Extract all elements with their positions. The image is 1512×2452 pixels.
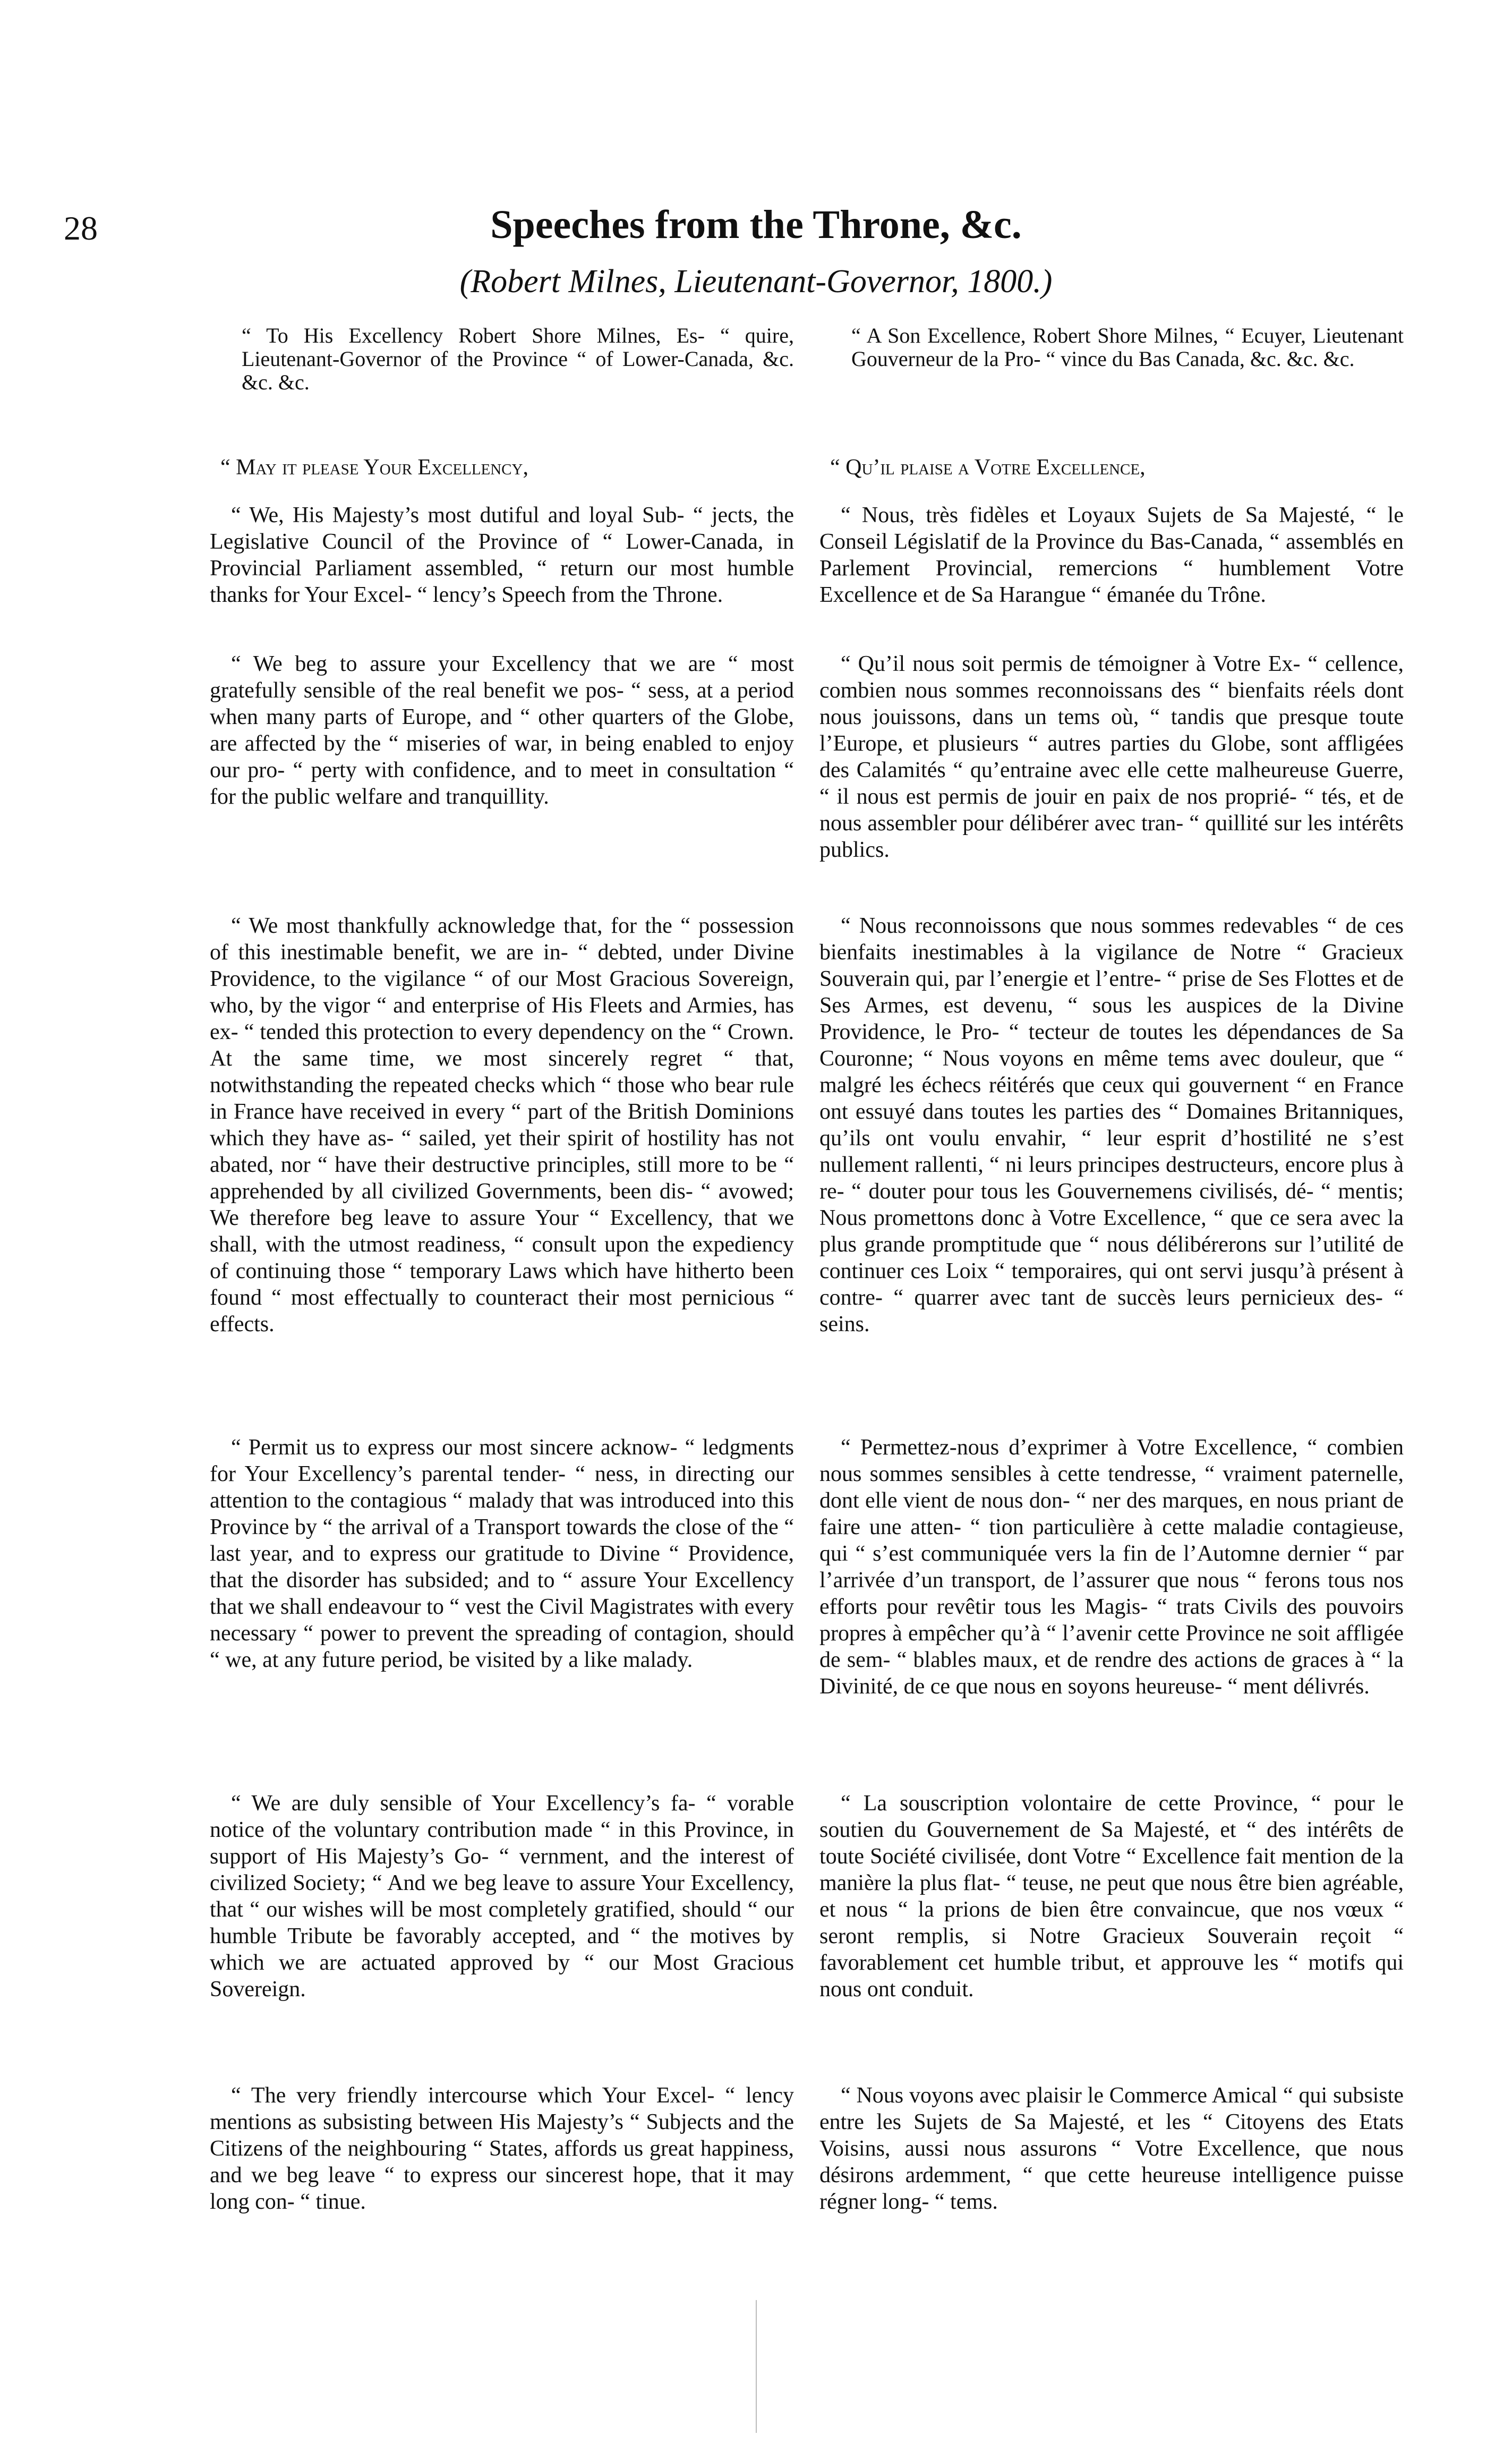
bottom-rule	[756, 2300, 757, 2433]
english-paragraph-2	[210, 651, 794, 810]
french-paragraph-text: “ Nous, très fidèles et Loyaux Sujets de Sa Majesté, “ le Conseil Législatif de la Province du Bas-Canada, “ assemblés en Parlement Provincial, remercions “ humblement Votre Excellence et de Sa Harangue “ émanée du Trône.	[819, 503, 1404, 607]
english-paragraph-text: “ Permit us to express our most sincere acknow- “ ledgments for Your Excellency’s parental tender- “ ness, in directing our attention to the contagious “ malady that was introduced into this Province by “ the arrival of a Transport towards the close of the “ last year, and to express our gratitude to Divine “ Providence, that the disorder has subsided; and to “ assure Your Excellency that we shall endeavour to “ vest the Civil Magistrates with every necessary “ power to prevent the spreading of contagion, should “ we, at any future period, be visited by a like malady.	[210, 1435, 794, 1672]
english-address-text: “ To His Excellency Robert Shore Milnes, Es- “ quire, Lieutenant-Governor of the Province “ of Lower-Canada, &c. &c. &c.	[242, 323, 794, 394]
french-paragraph-1	[819, 502, 1404, 608]
english-paragraph-4	[210, 1434, 794, 1673]
english-paragraph-text: “ We are duly sensible of Your Excellency’s fa- “ vorable notice of the voluntary contribution made “ in this Province, in support of His Majesty’s Go- “ vernment, and the interest of civilized Society; “ And we beg leave to assure Your Excellency, that “ our wishes will be most completely gratified, should “ our humble Tribute be favorably accepted, and “ the motives by which we are actuated approved by “ our Most Gracious Sovereign.	[210, 1791, 794, 2002]
page-title: Speeches from the Throne, &c.	[490, 202, 1022, 247]
french-paragraph-2	[819, 651, 1404, 863]
french-paragraph-5	[819, 1790, 1404, 2003]
french-paragraph-text: “ Permettez-nous d’exprimer à Votre Excellence, “ combien nous sommes sensibles à cette tendresse, “ vraiment paternelle, dont elle vient de nous don- “ ner des marques, en nous priant de faire une atten- “ tion particulière à cette maladie contagieuse, qui “ s’est communiquée vers la fin de l’Automne dernier “ par l’arrivée d’un transport, de l’assurer que nous “ ferons tous nos efforts pour revêtir tous les Magis- “ trats Civils des pouvoirs propres à empêcher qu’à “ l’avenir cette Province ne soit affligée de sem- “ blables maux, et de rendre des actions de graces à “ la Divinité, de ce que nous en soyons heureuse- “ ment délivrés.	[819, 1435, 1404, 1699]
page-subtitle: (Robert Milnes, Lieutenant-Governor, 1800.)	[459, 263, 1053, 300]
english-paragraph-6	[210, 2082, 794, 2215]
french-paragraph-text: “ Qu’il nous soit permis de témoigner à Votre Ex- “ cellence, combien nous sommes reconnoissans des “ bienfaits réels dont nous jouissons, dans un tems où, “ tandis que presque toute l’Europe, et plusieurs “ autres parties du Globe, sont affligées des Calamités “ qu’entraine avec elle cette malheureuse Guerre, “ il nous est permis de jouir en paix de nos proprié- “ tés, et de nous assembler pour délibérer avec tran- “ quillité sur les intérêts publics.	[819, 652, 1404, 862]
english-paragraph-text: “ We most thankfully acknowledge that, for the “ possession of this inestimable benefit, we are in- “ debted, under Divine Providence, to the vigilance “ of our Most Gracious Sovereign, who, by the vigor “ and enterprise of His Fleets and Armies, has ex- “ tended this protection to every dependency on the “ Crown. At the same time, we most sincerely regret “ that, notwithstanding the repeated checks which “ those who bear rule in France have received in every “ part of the British Dominions which they have as- “ sailed, yet their spirit of hostility has not abated, nor “ have their destructive principles, still more to be “ apprehended by all civilized Governments, been dis- “ avowed; We therefore beg leave to assure Your “ Excellency, that we shall, with the utmost readiness, “ consult upon the expediency of continuing those “ temporary Laws which have hitherto been found “ most effectually to counteract their most pernicious “ effects.	[210, 914, 794, 1336]
english-paragraph-text: “ We beg to assure your Excellency that we are “ most gratefully sensible of the real benefit we pos- “ sess, at a period when many parts of Europe, and “ other quarters of the Globe, are affected by the “ miseries of war, in being enabled to enjoy our pro- “ perty with confidence, and to meet in consultation “ for the public welfare and tranquillity.	[210, 652, 794, 809]
english-salutation	[210, 454, 794, 481]
english-paragraph-5	[210, 1790, 794, 2003]
french-paragraph-6	[819, 2082, 1404, 2215]
french-paragraph-text: “ La souscription volontaire de cette Province, “ pour le soutien du Gouvernement de Sa Majesté, et “ des intérêts de toute Société civilisée, dont Votre “ Excellence fait mention de la manière la plus flat- “ teuse, ne peut que nous être bien agréable, et nous “ la prions de bien être convaincue, que nos vœux “ seront remplis, si Notre Gracieux Souverain reçoit “ favorablement cet humble tribut, et approuve les “ motifs qui nous ont conduit.	[819, 1791, 1404, 2002]
french-salutation-text: “ Qu’il plaise a Votre Excellence,	[830, 455, 1146, 480]
english-paragraph-text: “ We, His Majesty’s most dutiful and loyal Sub- “ jects, the Legislative Council of the Province of “ Lower-Canada, in Provincial Parliament assembled, “ return our most humble thanks for Your Excel- “ lency’s Speech from the Throne.	[210, 503, 794, 607]
french-paragraph-4	[819, 1434, 1404, 1700]
french-paragraph-text: “ Nous reconnoissons que nous sommes redevables “ de ces bienfaits inestimables à la vigilance de Notre “ Gracieux Souverain qui, par l’energie et l’entre- “ prise de Ses Flottes et de Ses Armes, est devenu, “ sous les auspices de la Divine Providence, le Pro- “ tecteur de toutes les dépendances de Sa Couronne; “ Nous voyons en même tems avec douleur, que “ malgré les échecs réitérés que ceux qui gouvernent “ en France ont essuyé dans toutes les parties des “ Domaines Britanniques, qu’ils ont voulu envahir, “ leur esprit d’hostilité ne s’est nullement rallenti, “ ni leurs principes destructeurs, encore plus à re- “ douter pour tous les Gouvernemens civilisés, dé- “ mentis; Nous promettons donc à Votre Excellence, “ que ce sera avec la plus grande promptitude que “ nous délibérerons sur l’utilité de continuer ces Loix “ temporaires, qui ont servi jusqu’à présent à contre- “ quarrer avec tant de succès leurs pernicieux des- “ seins.	[819, 914, 1404, 1336]
english-paragraph-3	[210, 913, 794, 1338]
french-salutation	[819, 454, 1404, 481]
french-address	[819, 324, 1404, 371]
english-salutation-text: “ May it please Your Excellency,	[220, 455, 528, 480]
french-paragraph-3	[819, 913, 1404, 1338]
page-number: 28	[64, 209, 98, 247]
english-paragraph-1	[210, 502, 794, 608]
french-address-text: “ A Son Excellence, Robert Shore Milnes, “ Ecuyer, Lieutenant Gouverneur de la Pro- “ vince du Bas Canada, &c. &c. &c.	[851, 323, 1404, 371]
english-paragraph-text: “ The very friendly intercourse which Your Excel- “ lency mentions as subsisting between His Majesty’s “ Subjects and the Citizens of the neighbouring “ States, affords us great happiness, and we beg leave “ to express our sincerest hope, that it may long con- “ tinue.	[210, 2083, 794, 2214]
french-paragraph-text: “ Nous voyons avec plaisir le Commerce Amical “ qui subsiste entre les Sujets de Sa Majesté, et les “ Citoyens des Etats Voisins, aussi nous assurons “ Votre Excellence, que nous désirons ardemment, “ que cette heureuse intelligence puisse régner long- “ tems.	[819, 2083, 1404, 2214]
english-address	[210, 324, 794, 394]
